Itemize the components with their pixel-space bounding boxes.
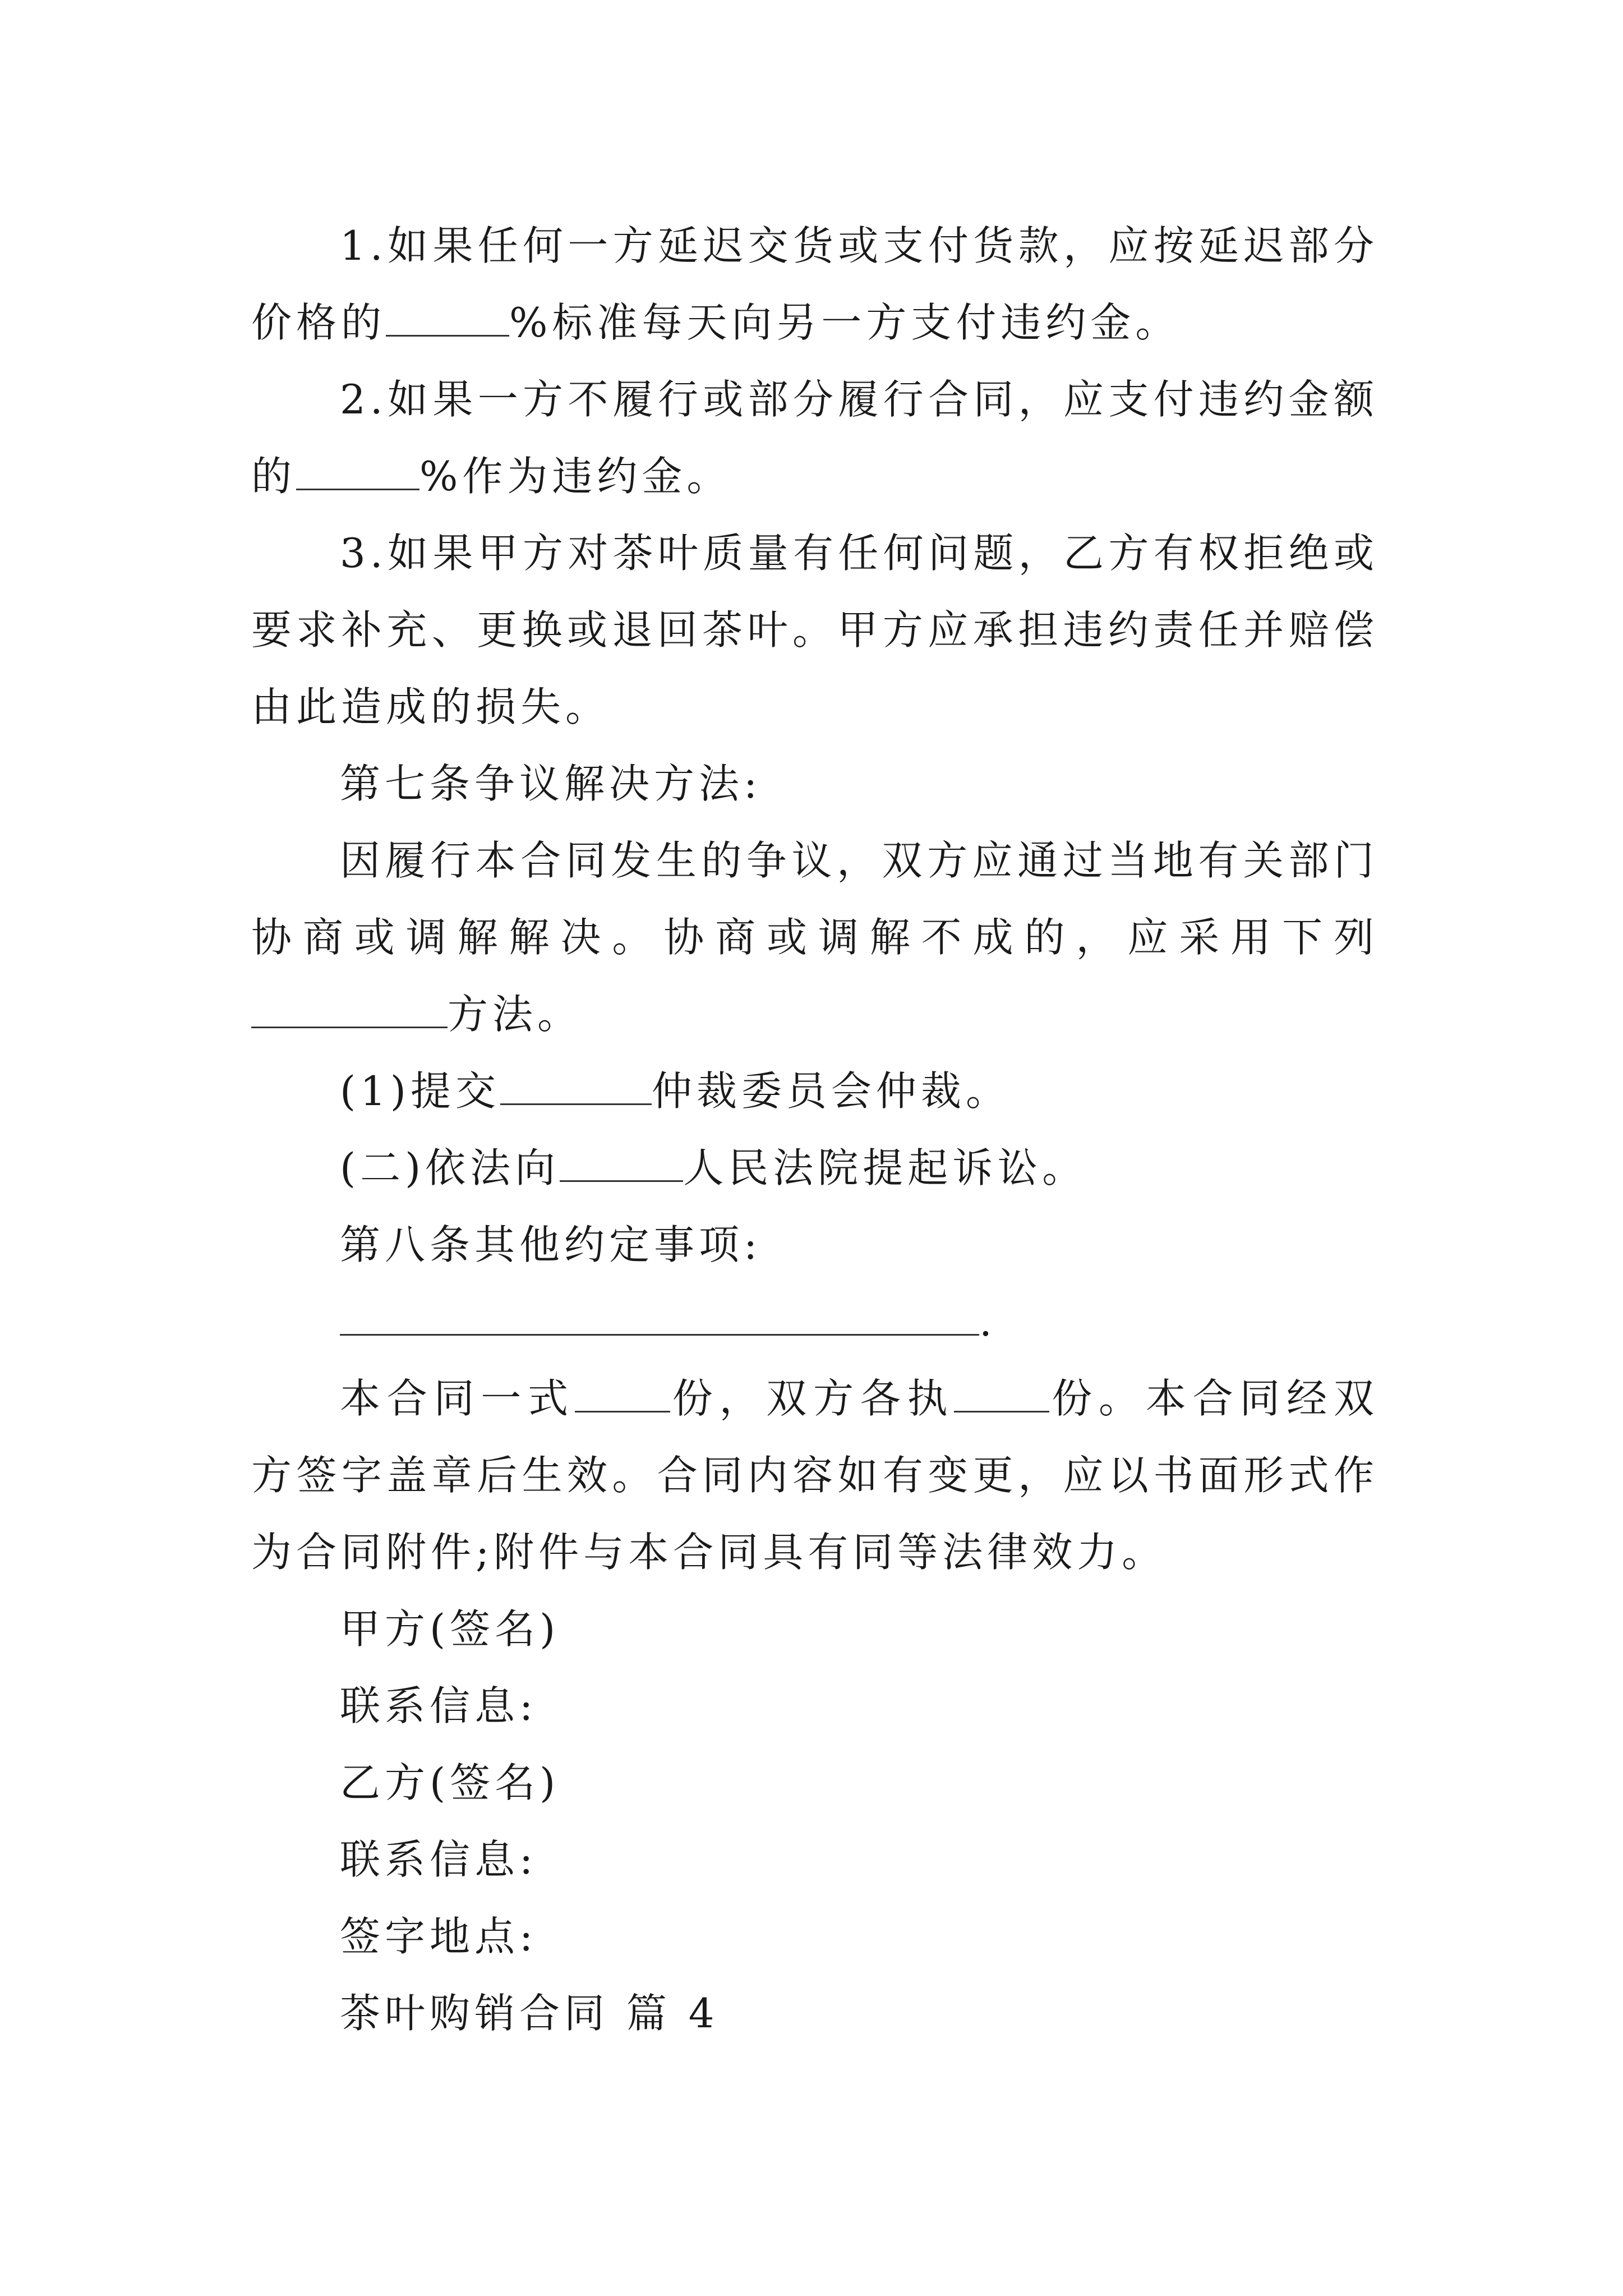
option-arbitration — [251, 1053, 1378, 1130]
party-b-signature: 乙方(签名) — [340, 1759, 560, 1806]
option-litigation — [251, 1130, 1378, 1207]
clause-text: 2.如果一方不履行或部分履行合同，应支付违约金额的 — [251, 376, 1378, 500]
option-text: 仲裁委员会仲裁。 — [652, 1068, 1011, 1115]
fill-blank — [296, 455, 419, 490]
document-page — [251, 208, 1378, 2052]
signing-place: 签字地点: — [340, 1913, 538, 1960]
clause-text: 份。本合同经双方签字盖章后生效。合同内容如有变更，应以书面形式作为合同附件;附件与本合同具有同等法律效力。 — [251, 1375, 1378, 1576]
section-heading-article-7: 第七条争议解决方法: — [340, 760, 762, 807]
fill-blank — [575, 1377, 670, 1412]
line-end-period: . — [979, 1298, 997, 1345]
fill-blank — [386, 301, 509, 337]
clause-paragraph-1 — [251, 208, 1378, 361]
other-matters-line — [251, 1283, 1378, 1360]
option-text: (二)依法向 — [340, 1144, 560, 1191]
fill-blank — [251, 993, 448, 1028]
dispute-paragraph — [251, 822, 1378, 1053]
party-a-signature: 甲方(签名) — [340, 1605, 560, 1653]
clause-text: %作为违约金。 — [419, 453, 732, 500]
clause-text: 本合同一式 — [340, 1375, 575, 1422]
fill-blank — [340, 1300, 979, 1336]
option-text: 人民法院提起诉讼。 — [683, 1144, 1087, 1191]
party-a-contact: 联系信息: — [340, 1682, 538, 1729]
next-contract-title: 茶叶购销合同 篇 4 — [340, 1990, 719, 2037]
clause-paragraph-2 — [251, 361, 1378, 515]
clause-text: 方法。 — [448, 991, 583, 1038]
clause-text: %标准每天向另一方支付违约金。 — [509, 299, 1181, 346]
section-heading-article-8: 第八条其他约定事项: — [340, 1221, 762, 1268]
clause-text: 份，双方各执 — [670, 1375, 955, 1422]
option-text: (1)提交 — [340, 1068, 500, 1115]
fill-blank — [954, 1377, 1049, 1412]
clause-paragraph-3: 3.如果甲方对茶叶质量有任何问题，乙方有权拒绝或要求补充、更换或退回茶叶。甲方应承担违约责任并赔偿由此造成的损失。 — [251, 530, 1378, 730]
fill-blank — [500, 1070, 652, 1105]
copies-paragraph — [251, 1360, 1378, 1591]
fill-blank — [560, 1147, 683, 1182]
clause-text: 1.如果任何一方延迟交货或支付货款，应按延迟部分价格的 — [251, 222, 1378, 346]
clause-text: 因履行本合同发生的争议，双方应通过当地有关部门协商或调解解决。协商或调解不成的，应采用下列 — [251, 837, 1378, 961]
party-b-contact: 联系信息: — [340, 1836, 538, 1883]
